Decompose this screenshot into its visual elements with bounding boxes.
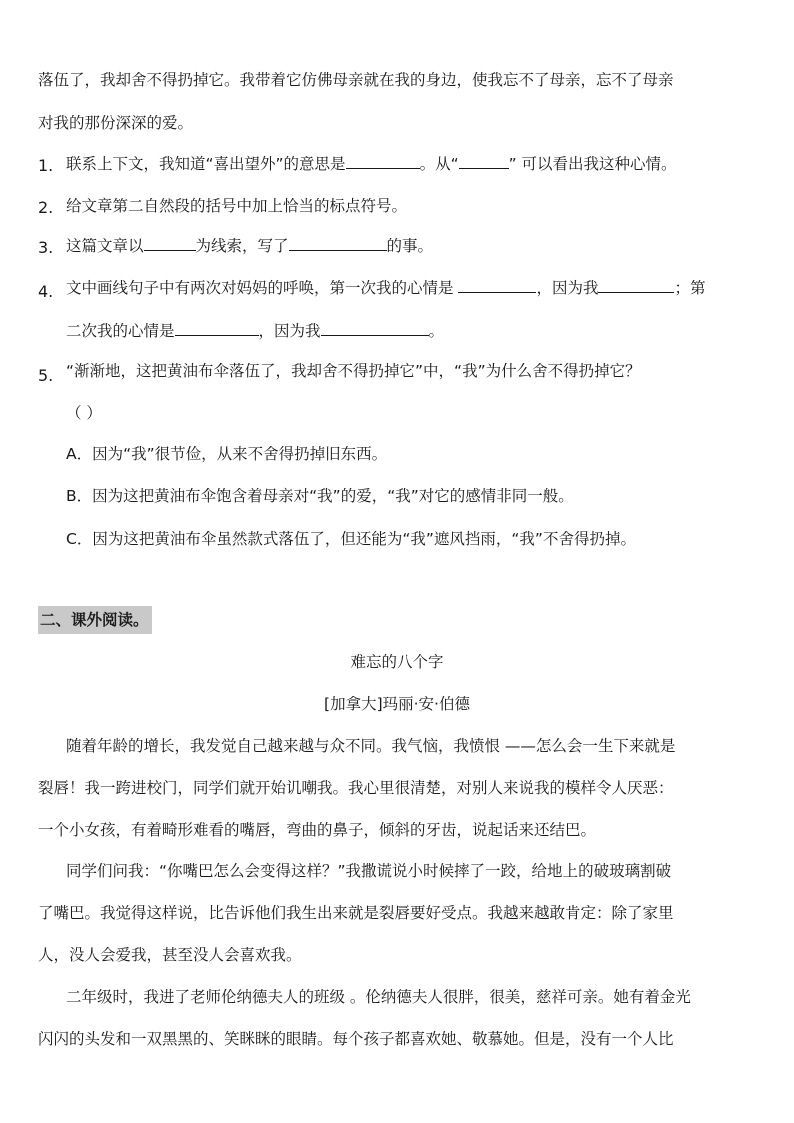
article-line-8: 闪闪的头发和一双黑黑的、笑眯眯的眼睛。每个孩子都喜欢她、敬慕她。但是，没有一个人比 xyxy=(38,1030,674,1048)
answer-blank-4c[interactable] xyxy=(175,321,259,336)
question-3-text-b: 为线索，写了 xyxy=(195,237,289,255)
article-line-3: 一个小女孩，有着畸形难看的嘴唇，弯曲的鼻子，倾斜的牙齿，说起话来还结巴。 xyxy=(38,821,597,839)
article-line-1: 随着年龄的增长，我发觉自己越来越与众不同。我气恼，我愤恨 ——怎么会一生下来就是 xyxy=(66,737,676,755)
answer-blank-1b[interactable] xyxy=(459,154,509,169)
question-3 xyxy=(66,236,433,256)
question-3-text-a: 这篇文章以 xyxy=(66,237,144,255)
question-3-text-c: 的事。 xyxy=(386,237,434,255)
question-number-1: 1. xyxy=(38,156,54,175)
question-4-line-1 xyxy=(66,278,705,298)
question-4-text-a: 文中画线句子中有两次对妈妈的呼唤，第一次我的心情是 xyxy=(66,279,459,297)
question-number-2: 2. xyxy=(38,198,54,217)
question-4-text-e: ，因为我 xyxy=(258,322,321,340)
article-line-5: 了嘴巴。我觉得这样说，比告诉他们我生出来就是裂唇要好受点。我越来越敢肯定：除了家里 xyxy=(38,904,674,922)
answer-blank-4d[interactable] xyxy=(321,321,429,336)
question-5: “渐渐地，这把黄油布伞落伍了，我却舍不得扔掉它”中，“我”为什么舍不得扔掉它？ xyxy=(66,362,641,380)
question-4-text-c: ；第 xyxy=(674,279,706,297)
question-4-line-2 xyxy=(66,321,444,341)
answer-blank-4b[interactable] xyxy=(598,278,674,293)
question-1-text-b: 。从“ xyxy=(419,155,459,173)
answer-blank-1a[interactable] xyxy=(346,154,420,169)
question-4-text-b: ，因为我 xyxy=(536,279,599,297)
question-4-text-d: 二次我的心情是 xyxy=(66,322,175,340)
question-1-text-a: 联系上下文，我知道“喜出望外”的意思是 xyxy=(66,155,346,173)
question-number-5: 5. xyxy=(38,366,54,385)
intro-line-1: 落伍了，我却舍不得扔掉它。我带着它仿佛母亲就在我的身边，使我忘不了母亲，忘不了母亲 xyxy=(38,71,674,89)
question-1 xyxy=(66,154,677,174)
question-2: 给文章第二自然段的括号中加上恰当的标点符号。 xyxy=(66,197,408,215)
article-line-7: 二年级时，我进了老师伦纳德夫人的班级 。伦纳德夫人很胖，很美，慈祥可亲。她有着金光 xyxy=(66,988,691,1006)
section-title: 二、课外阅读。 xyxy=(38,606,152,634)
answer-blank-3b[interactable] xyxy=(289,236,387,251)
option-a[interactable]: A．因为“我”很节俭，从来不舍得扔掉旧东西。 xyxy=(66,445,388,463)
question-1-text-c: ” 可以看出我这种心情。 xyxy=(508,155,677,173)
article-title: 难忘的八个字 xyxy=(350,653,444,671)
article-line-6: 人，没人会爱我，甚至没人会喜欢我。 xyxy=(38,946,302,964)
intro-line-2: 对我的那份深深的爱。 xyxy=(38,114,194,132)
option-c[interactable]: C．因为这把黄油布伞虽然款式落伍了，但还能为“我”遮风挡雨，“我”不舍得扔掉。 xyxy=(66,530,636,548)
answer-blank-4a[interactable] xyxy=(458,278,536,293)
answer-parentheses[interactable]: （ ） xyxy=(66,404,102,422)
article-line-4: 同学们问我：“你嘴巴怎么会变得这样？”我撒谎说小时候摔了一跤，给地上的破玻璃割破 xyxy=(66,862,672,880)
question-number-3: 3. xyxy=(38,238,54,257)
question-number-4: 4. xyxy=(38,282,54,301)
option-b[interactable]: B．因为这把黄油布伞饱含着母亲对“我”的爱，“我”对它的感情非同一般。 xyxy=(66,487,574,505)
article-author: [加拿大]玛丽·安·伯德 xyxy=(324,695,470,713)
answer-blank-3a[interactable] xyxy=(144,236,196,251)
question-4-text-f: 。 xyxy=(428,322,445,340)
article-line-2: 裂唇！我一跨进校门，同学们就开始讥嘲我。我心里很清楚，对别人来说我的模样令人厌恶： xyxy=(38,779,674,797)
